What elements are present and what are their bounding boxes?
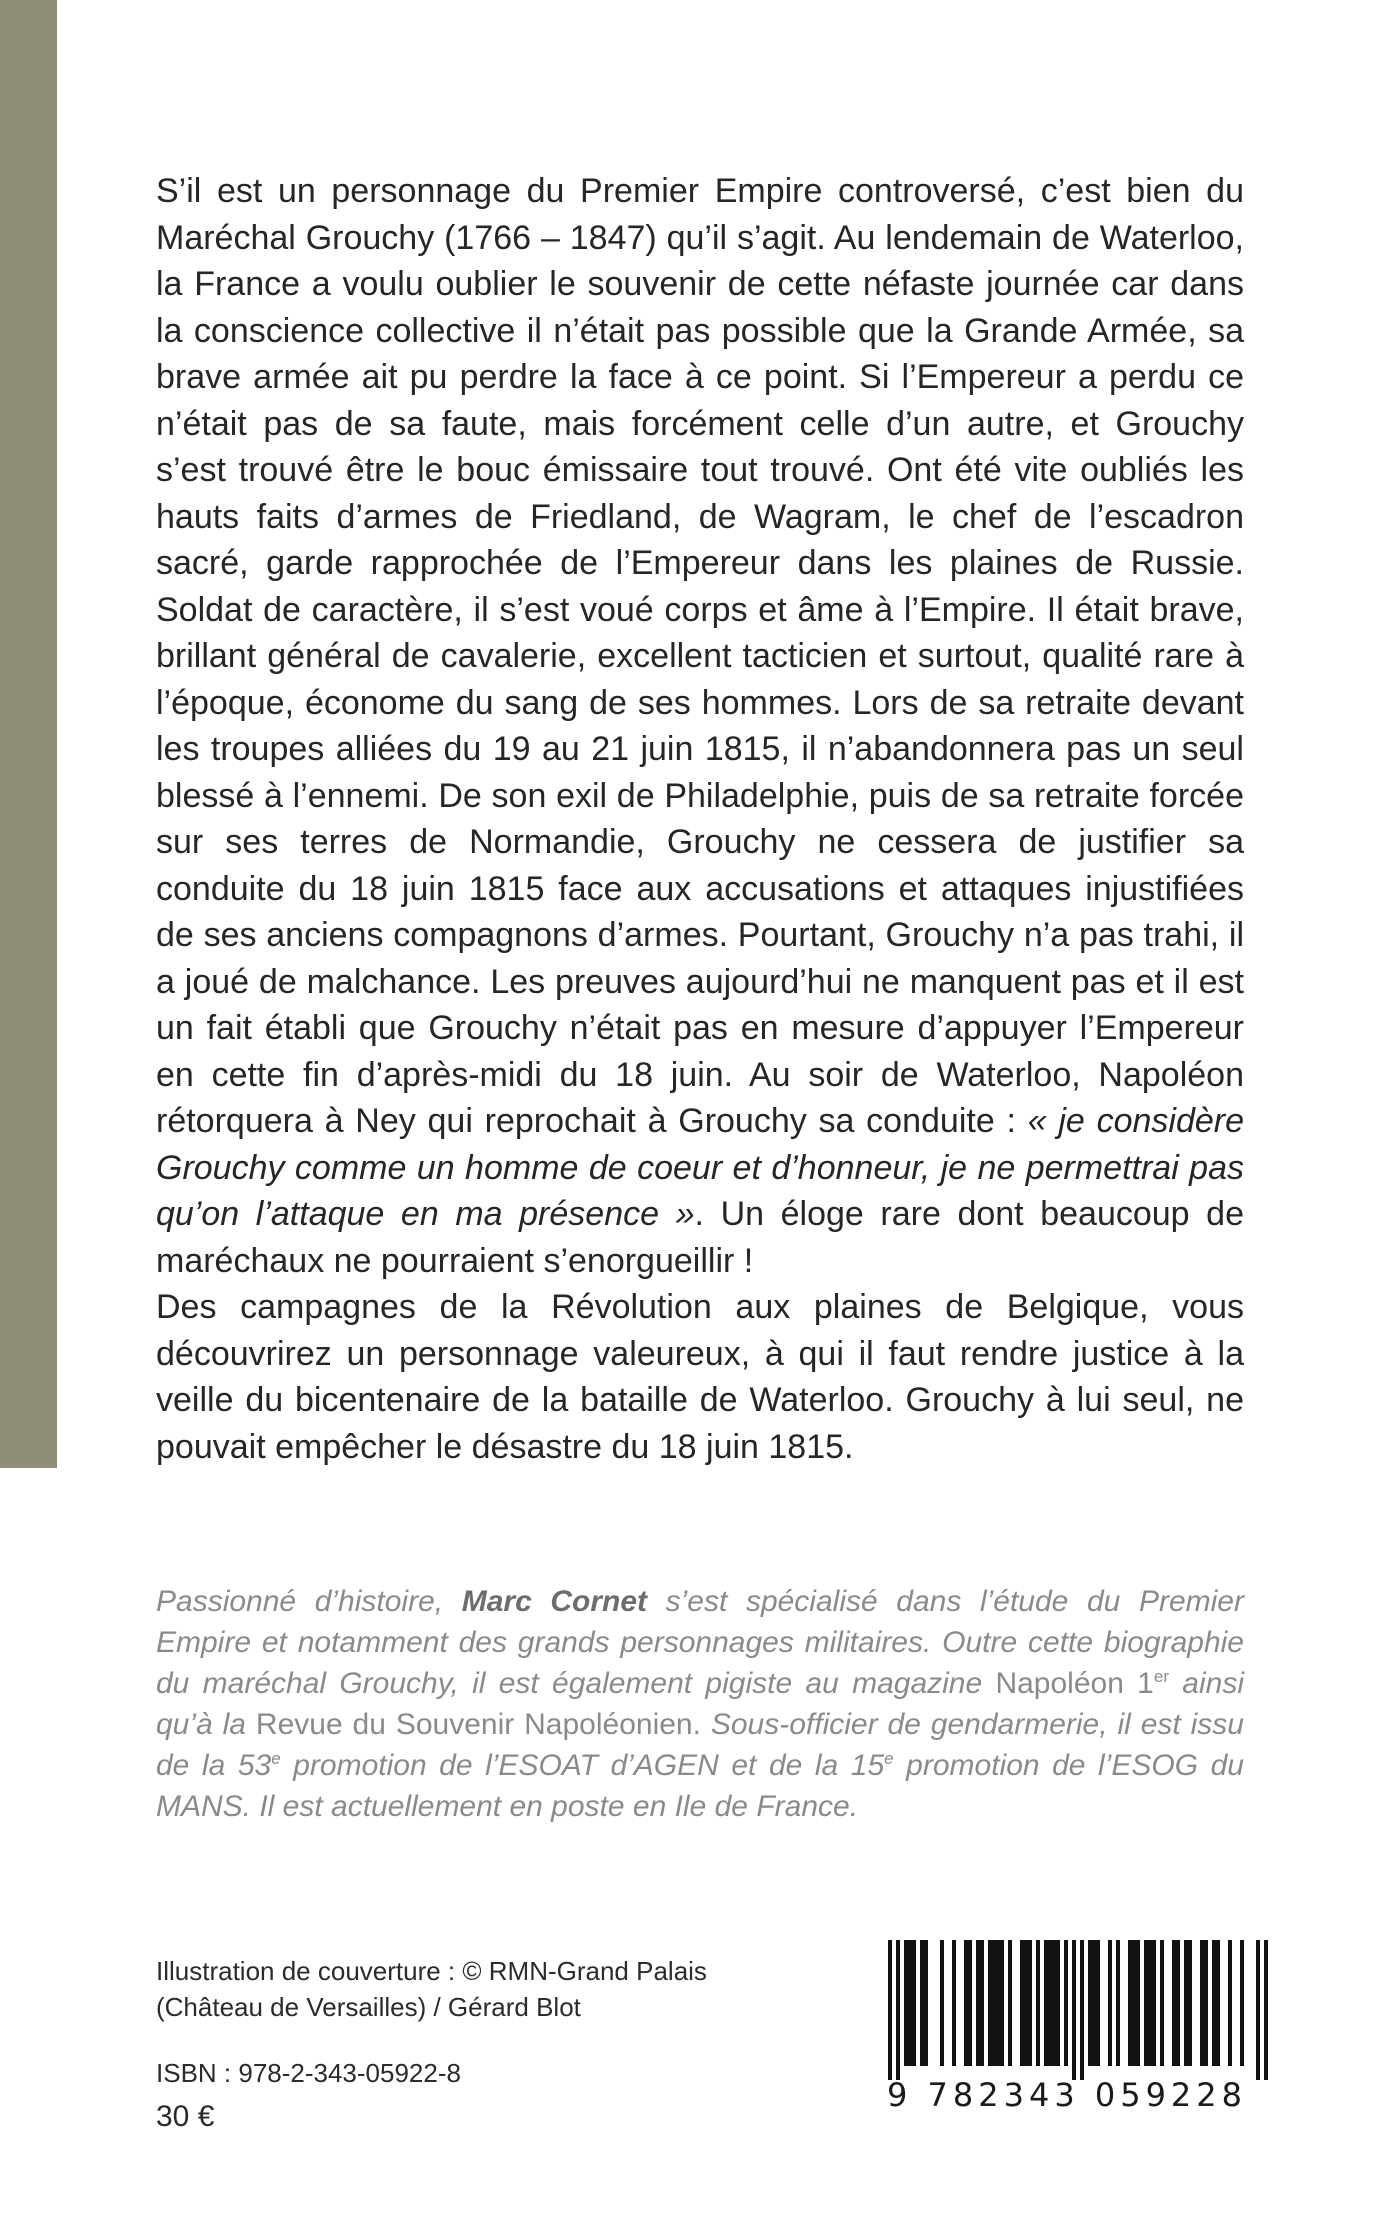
barcode-bar-20 [1144, 1940, 1156, 2066]
barcode-bars [862, 1940, 1272, 2080]
cover-credits [156, 1953, 707, 2025]
barcode-bar-21 [1160, 1940, 1164, 2066]
barcode-bar-15 [1080, 1940, 1084, 2080]
barcode-bar-24 [1200, 1940, 1208, 2066]
barcode-bar-26 [1228, 1940, 1232, 2066]
magazine-name-1-sup: er [1153, 1667, 1169, 1686]
bio-sup-1: e [271, 1749, 281, 1768]
magazine-name-1 [995, 1667, 1169, 1700]
barcode-bar-4 [940, 1940, 944, 2066]
barcode-bar-23 [1184, 1940, 1192, 2066]
barcode-bar-29 [1264, 1940, 1268, 2080]
author-bio [156, 1581, 1244, 1827]
barcode-bar-9 [1008, 1940, 1012, 2066]
bio-sup-2: e [884, 1749, 894, 1768]
credits-line-2: (Château de Versailles) / Gérard Blot [156, 1992, 581, 2022]
barcode-bar-5 [952, 1940, 956, 2066]
blurb-paragraph-1 [156, 168, 1244, 1284]
blurb-paragraph-2 [156, 1284, 1244, 1470]
barcode-bar-22 [1172, 1940, 1180, 2066]
blurb-text-part1: S’il est un personnage du Premier Empire controversé, c’est bien du Maréchal Grouchy (1766 – 1847) qu’il s’agit. Au lendemain de Waterloo, la France a voulu oublier le souvenir de cette néfaste journée car dans la conscience collective il n’était pas possible que la Grande Armée, sa brave armée ait pu perdre la face à ce point. Si l’Empereur a perdu ce n’était pas de sa faute, mais forcément celle d’un autre, et Grouchy s’est trouvé être le bouc émissaire tout trouvé. Ont été vite oubliés les hauts faits d’armes de Friedland, de Wagram, le chef de l’escadron sacré, garde rapprochée de l’Empereur dans les plaines de Russie. Soldat de caractère, il s’est voué corps et âme à l’Empire. Il était brave, brillant général de cavalerie, excellent tacticien et surtout, qualité rare à l’époque, économe du sang de ses hommes. Lors de sa retraite devant les troupes alliées du 19 au 21 juin 1815, il n’abandonnera pas un seul blessé à l’ennemi. De son exil de Philadelphie, puis de sa retraite forcée sur ses terres de Normandie, Grouchy ne cessera de justifier sa conduite du 18 juin 1815 face aux accusations et attaques injustifiées de ses anciens compagnons d’armes. Pourtant, Grouchy n’a pas trahi, il a joué de malchance. Les preuves aujourd’hui ne manquent pas et il est un fait établi que Grouchy n’était pas en mesure d’appuyer l’Empereur en cette fin d’après-midi du 18 juin. Au soir de Waterloo, Napoléon rétorquera à Ney qui reprochait à Grouchy sa conduite : [156, 172, 1244, 1140]
napoleon-quote: « je considère Grouchy comme un homme de coeur et d’honneur, je ne permettrai pas qu’on l’attaque en ma présence » [156, 1102, 1244, 1233]
barcode-bar-7 [976, 1940, 984, 2066]
author-bio-paragraph [156, 1581, 1244, 1827]
isbn: ISBN : 978-2-343-05922-8 [156, 2058, 461, 2088]
barcode-bar-6 [964, 1940, 972, 2066]
bio-text-4: promotion de l’ESOAT d’AGEN et de la 15 [280, 1749, 885, 1782]
barcode-bar-2 [904, 1940, 916, 2066]
blurb-text-part2: . Un éloge rare dont beaucoup de maréchaux ne pourraient s’enorgueillir ! [156, 1195, 1244, 1280]
bio-text-5: promotion de l’ESOG du MANS. Il est actuellement en poste en Ile de France. [156, 1749, 1244, 1823]
bio-intro: Passionné d’histoire, [156, 1585, 462, 1618]
barcode-bar-19 [1128, 1940, 1140, 2066]
barcode-digits: 9 782343 059228 [886, 2076, 1247, 2114]
barcode-bar-17 [1108, 1940, 1112, 2066]
bio-text-3: Sous-officier de gendarmerie, il est issu de la 53 [156, 1708, 1244, 1782]
barcode-bar-28 [1256, 1940, 1260, 2080]
magazine-name-1-text: Napoléon 1 [995, 1667, 1154, 1700]
credits-line-1: Illustration de couverture : © RMN-Grand Palais [156, 1956, 707, 1986]
barcode-bar-3 [920, 1940, 928, 2066]
bio-text-1: s’est spécialisé dans l’étude du Premier Empire et notamment des grands personnages militaires. Outre cette biographie du maréchal Grouchy, il est également pigiste au magazine [156, 1585, 1244, 1700]
bio-text-2: ainsi qu’à la [156, 1667, 1244, 1741]
barcode [862, 1940, 1272, 2112]
barcode-bar-13 [1064, 1940, 1068, 2066]
back-cover-blurb [156, 168, 1244, 1470]
barcode-bar-12 [1044, 1940, 1060, 2066]
magazine-name-2: Revue du Souvenir Napoléonien. [255, 1708, 701, 1741]
barcode-bar-10 [1020, 1940, 1032, 2066]
blurb-text-part3: Des campagnes de la Révolution aux plaines de Belgique, vous découvrirez un personnage valeureux, à qui il faut rendre justice à la veille du bicentenaire de la bataille de Waterloo. Grouchy à lui seul, ne pouvait empêcher le désastre du 18 juin 1815. [156, 1288, 1244, 1466]
barcode-bar-18 [1116, 1940, 1120, 2066]
barcode-bar-8 [988, 1940, 1004, 2066]
barcode-bar-25 [1212, 1940, 1220, 2066]
barcode-bar-16 [1088, 1940, 1100, 2066]
barcode-bar-1 [896, 1940, 900, 2080]
author-name: Marc Cornet [461, 1585, 648, 1618]
barcode-bar-14 [1072, 1940, 1076, 2080]
barcode-bar-0 [888, 1940, 892, 2080]
cover-side-band [0, 0, 57, 1468]
price: 30 € [156, 2100, 215, 2133]
barcode-bar-11 [1036, 1940, 1040, 2066]
barcode-bar-27 [1240, 1940, 1244, 2066]
